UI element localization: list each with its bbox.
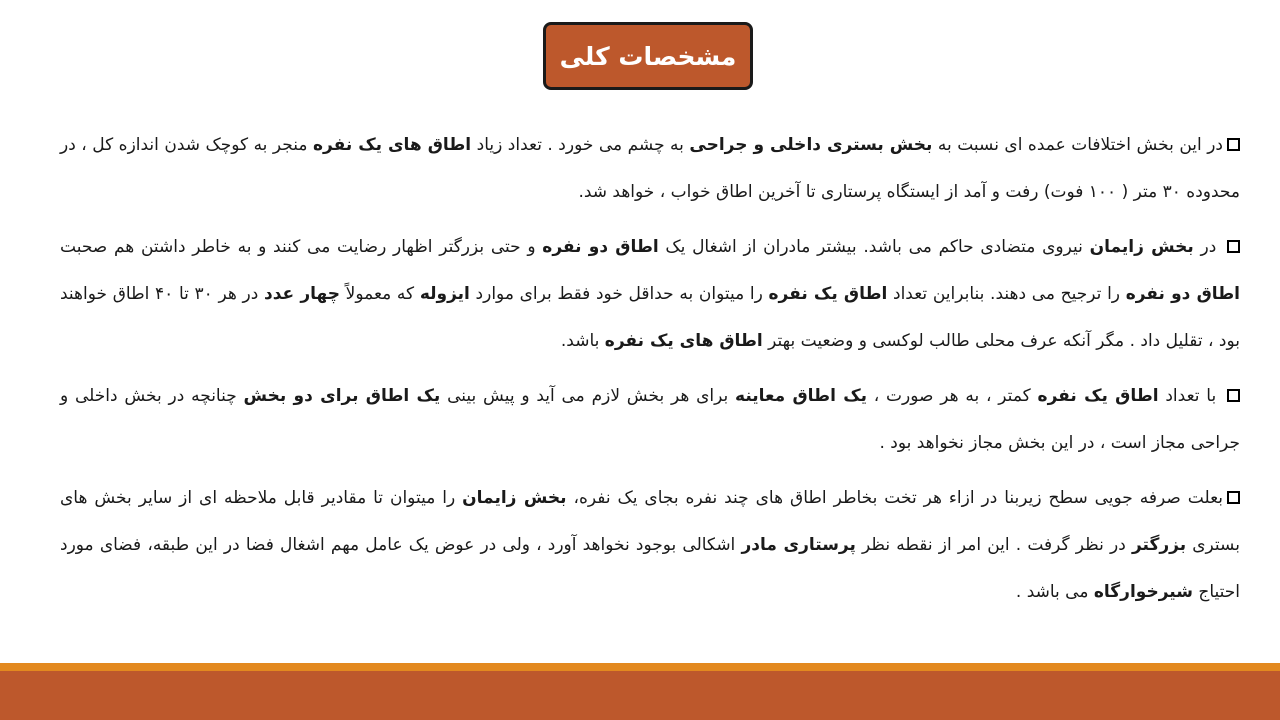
text-run: در هر ۳۰ تا ۴۰ اطاق خواهند بود ، تقلیل داد . مگر آنکه عرف محلی طالب لوکسی و وضعیت بهتر [60,284,1240,351]
text-run: چنانچه در بخش داخلی و جراحی مجاز است ، در این بخش مجاز نخواهد بود . [60,386,1240,453]
bold-text-run: اطاق های یک نفره [312,135,472,155]
text-run: اشکالی بوجود نخواهد آورد ، ولی در عوض یک عامل مهم اشغال فضا در این طبقه، فضای مورد احتیاج [60,535,1240,602]
checkbox-bullet-icon [1227,491,1240,504]
bold-text-run: یک اطاق معاینه [735,386,867,406]
bold-text-run: شیرخوارگاه [1093,582,1193,602]
bold-text-run: اطاق های یک نفره [604,331,763,351]
bold-text-run: پرستاری مادر [741,535,856,555]
checkbox-bullet-icon [1227,138,1240,151]
bold-text-run: چهار عدد [263,284,340,304]
content-body [60,122,1240,624]
text-run: در نظر گرفت . این امر از نقطه نظر [855,535,1132,555]
footer-band [0,671,1280,720]
text-run: می باشد . [1015,582,1094,602]
bold-text-run: یک اطاق برای دو بخش [243,386,441,406]
paragraph [60,224,1240,365]
bold-text-run: اطاق یک نفره [1037,386,1159,406]
text-run: کمتر ، به هر صورت ، [866,386,1038,406]
bold-text-run: اطاق دو نفره [1125,284,1241,304]
text-run: را میتوان تا مقادیر قابل ملاحظه ای از سایر بخش های بستری [60,488,1240,555]
bold-text-run: بخش زایمان [462,488,567,508]
bold-text-run: بزرگتر [1131,535,1187,555]
text-run: در [1193,237,1224,257]
text-run: در این بخش اختلافات عمده ای نسبت به [932,135,1224,155]
bold-text-run: بخش بستری داخلی و جراحی [689,135,933,155]
bold-text-run: بخش زایمان [1089,237,1194,257]
text-run: و حتی بزرگتر اظهار رضایت می کنند و به خاطر داشتن هم صحبت [60,237,543,257]
bold-text-run: اطاق دو نفره [542,237,659,257]
checkbox-bullet-icon [1227,240,1240,253]
text-run: برای هر بخش لازم می آید و پیش بینی [440,386,736,406]
slide-title: مشخصات کلی [543,22,753,90]
text-run: باشد. [560,331,605,351]
paragraph [60,122,1240,216]
paragraph [60,373,1240,467]
bold-text-run: ایزوله [419,284,470,304]
text-run: به چشم می خورد . تعداد زیاد [471,135,690,155]
text-run: که معمولاً [339,284,420,304]
checkbox-bullet-icon [1227,389,1240,402]
text-run: با تعداد [1158,386,1224,406]
text-run: نیروی متضادی حاکم می باشد. بیشتر مادران از اشغال یک [658,237,1090,257]
text-run: بعلت صرفه جویی سطح زیربنا در ازاء هر تخت بخاطر اطاق های چند نفره بجای یک نفره، [566,488,1224,508]
bold-text-run: اطاق یک نفره [768,284,888,304]
text-run: را ترجیح می دهند. بنابراین تعداد [887,284,1126,304]
text-run: منجر به کوچک شدن اندازه کل ، در محدوده ۳۰ متر ( ۱۰۰ فوت) رفت و آمد از ایستگاه پرستاری تا آخرین اطاق خواب ، خواهد شد. [60,135,1240,202]
paragraph [60,475,1240,616]
text-run: را میتوان به حداقل خود فقط برای موارد [469,284,769,304]
footer-band-accent [0,663,1280,671]
